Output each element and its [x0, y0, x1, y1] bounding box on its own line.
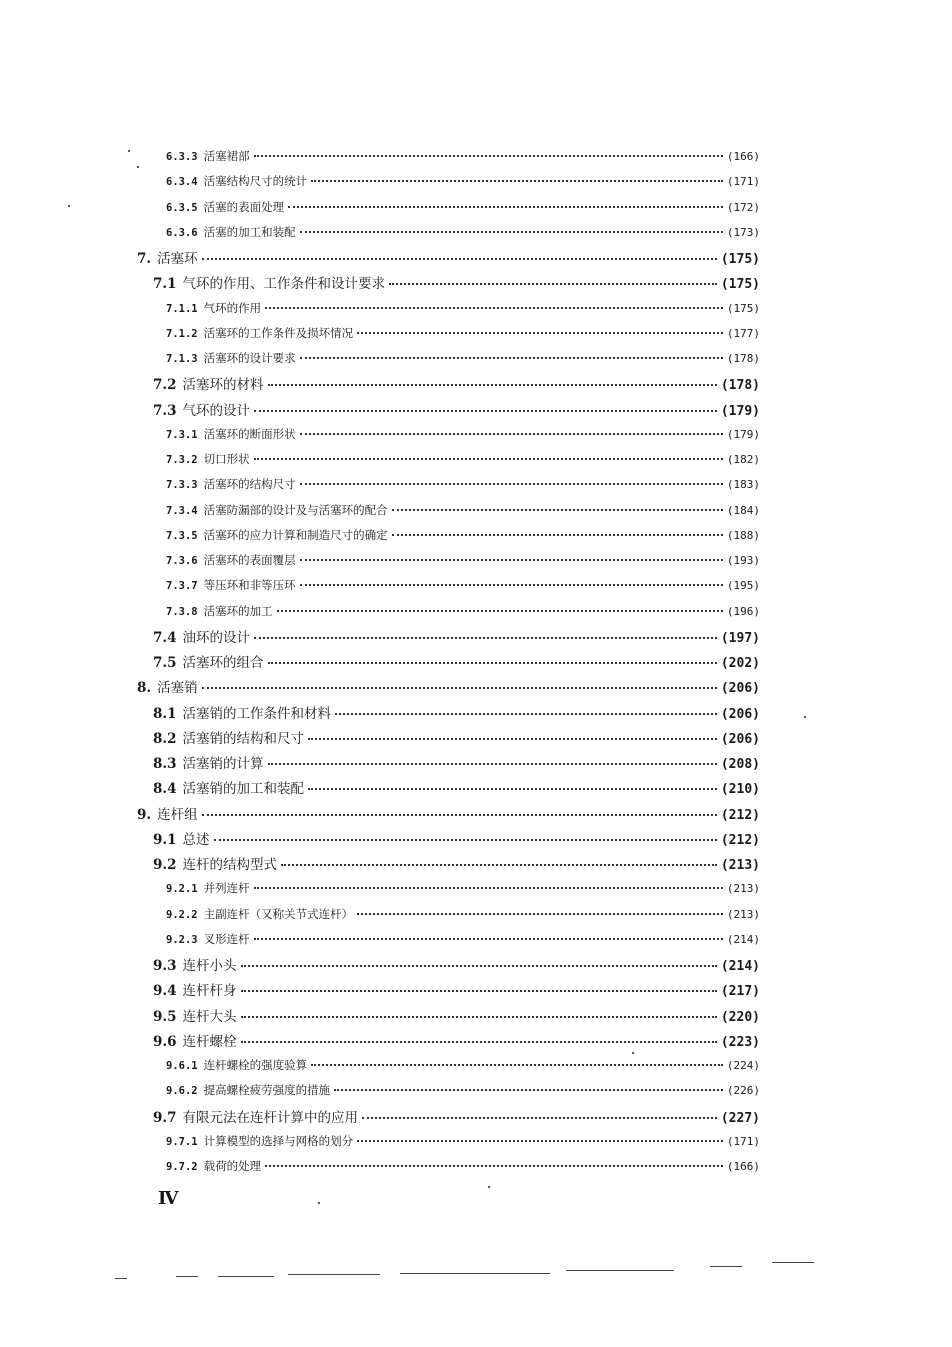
toc-entry-page: (178) — [726, 352, 760, 365]
toc-entry — [137, 247, 760, 267]
toc-entry-title: 活塞环的应力计算和制造尺寸的确定 — [203, 528, 388, 542]
dot-leader — [300, 558, 723, 561]
toc-entry-title: 活塞销的加工和装配 — [182, 781, 304, 797]
dot-leader — [300, 482, 723, 485]
toc-entry-number: 6.3.5 — [166, 202, 198, 214]
toc-entry-page: (175) — [720, 252, 760, 267]
toc-entry-number: 7.3.8 — [166, 606, 198, 618]
toc-entry-title: 活塞环的设计要求 — [203, 351, 296, 365]
toc-entry-title: 连杆螺栓 — [182, 1034, 237, 1050]
dot-leader — [392, 508, 723, 511]
toc-entry-title: 主副连杆（又称关节式连杆） — [203, 907, 354, 921]
toc-entry-number: 7.4 — [153, 630, 177, 646]
toc-entry-page: (213) — [726, 908, 760, 921]
toc-entry-title: 活塞裙部 — [203, 149, 250, 163]
toc-entry — [153, 399, 760, 419]
toc-entry-title: 活塞结构尺寸的统计 — [203, 174, 308, 188]
toc-entry — [153, 702, 760, 722]
toc-entry — [166, 173, 760, 189]
toc-entry-title: 连杆小头 — [182, 958, 237, 974]
toc-entry-number: 7.3 — [153, 403, 177, 419]
toc-entry-title: 活塞环的断面形状 — [203, 427, 296, 441]
toc-entry-number: 6.3.3 — [166, 151, 198, 163]
toc-entry-title: 气环的作用、工作条件和设计要求 — [182, 276, 385, 292]
dot-leader — [300, 432, 723, 435]
toc-entry-page: (166) — [726, 150, 760, 163]
dot-leader — [241, 964, 717, 967]
dot-leader — [308, 787, 717, 790]
toc-entry-title: 活塞的加工和装配 — [203, 225, 296, 239]
toc-entry-page: (206) — [720, 681, 760, 696]
toc-entry-page: (217) — [720, 984, 760, 999]
dot-leader — [300, 230, 723, 233]
toc-entry — [153, 272, 760, 292]
dot-leader — [254, 409, 717, 412]
toc-entry — [166, 199, 760, 215]
toc-entry — [166, 148, 760, 164]
toc-entry-page: (227) — [720, 1111, 760, 1126]
toc-entry-number: 9. — [137, 807, 152, 823]
toc-entry — [166, 224, 760, 240]
toc-entry-page: (173) — [726, 226, 760, 239]
dot-leader — [265, 1164, 723, 1167]
toc-entry-page: (177) — [726, 327, 760, 340]
toc-entry — [153, 954, 760, 974]
toc-entry — [166, 1133, 760, 1149]
toc-entry-page: (182) — [726, 453, 760, 466]
toc-entry-number: 7. — [137, 251, 152, 267]
toc-entry-title: 活塞环的表面覆层 — [203, 553, 296, 567]
toc-entry — [166, 502, 760, 518]
toc-entry — [153, 1030, 760, 1050]
toc-entry-page: (172) — [726, 201, 760, 214]
toc-entry-page: (220) — [720, 1010, 760, 1025]
toc-entry-title: 活塞销 — [157, 680, 198, 696]
toc-entry-page: (214) — [720, 959, 760, 974]
dot-leader — [241, 1015, 717, 1018]
toc-entry-number: 9.7.2 — [166, 1161, 198, 1173]
toc-entry — [166, 577, 760, 593]
toc-entry — [166, 880, 760, 896]
toc-entry-number: 8. — [137, 680, 152, 696]
toc-entry-number: 9.7 — [153, 1110, 177, 1126]
toc-entry — [166, 931, 760, 947]
dot-leader — [265, 306, 723, 309]
dot-leader — [277, 609, 723, 612]
dot-leader — [254, 886, 723, 889]
dot-leader — [241, 1040, 717, 1043]
toc-entry-number: 7.3.3 — [166, 479, 198, 491]
toc-entry-title: 活塞防漏部的设计及与活塞环的配合 — [203, 503, 388, 517]
dot-leader — [268, 762, 717, 765]
toc-entry-page: (210) — [720, 782, 760, 797]
dot-leader — [308, 737, 717, 740]
toc-entry-number: 7.3.4 — [166, 505, 198, 517]
toc-entry-title: 活塞环的工作条件及损坏情况 — [203, 326, 354, 340]
toc-entry-page: (166) — [726, 1160, 760, 1173]
dot-leader — [300, 583, 723, 586]
toc-entry-page: (171) — [726, 1135, 760, 1148]
toc-entry-page: (171) — [726, 175, 760, 188]
dot-leader — [357, 331, 723, 334]
toc-entry — [153, 752, 760, 772]
toc-entry-number: 9.5 — [153, 1009, 177, 1025]
toc-entry-page: (183) — [726, 478, 760, 491]
toc-entry-title: 总述 — [182, 832, 210, 848]
toc-entry-title: 活塞销的计算 — [182, 756, 264, 772]
toc-entry-title: 活塞环的结构尺寸 — [203, 477, 296, 491]
toc-entry — [166, 1158, 760, 1174]
toc-entry-number: 7.5 — [153, 655, 177, 671]
toc-entry-page: (213) — [726, 882, 760, 895]
toc-entry-title: 连杆组 — [157, 807, 198, 823]
toc-entry-number: 9.4 — [153, 983, 177, 999]
toc-entry-number: 7.3.2 — [166, 454, 198, 466]
toc-entry — [166, 1082, 760, 1098]
toc-entry-page: (212) — [720, 833, 760, 848]
toc-entry-title: 连杆大头 — [182, 1009, 237, 1025]
toc-entry-number: 8.2 — [153, 731, 177, 747]
dot-leader — [357, 1139, 723, 1142]
toc-entry-number: 8.1 — [153, 706, 177, 722]
dot-leader — [334, 1088, 723, 1091]
toc-entry — [153, 373, 760, 393]
toc-entry-title: 活塞环的加工 — [203, 604, 273, 618]
toc-entry-page: (213) — [720, 858, 760, 873]
toc-entry-number: 9.2.2 — [166, 909, 198, 921]
dot-leader — [254, 457, 723, 460]
toc-entry-number: 9.6 — [153, 1034, 177, 1050]
dot-leader — [362, 1116, 717, 1119]
toc-entry — [153, 777, 760, 797]
toc-entry — [153, 979, 760, 999]
toc-entry-page: (206) — [720, 732, 760, 747]
toc-entry-number: 9.7.1 — [166, 1136, 198, 1148]
toc-entry-number: 9.1 — [153, 832, 177, 848]
toc-entry-number: 9.2 — [153, 857, 177, 873]
toc-entry-title: 叉形连杆 — [203, 932, 250, 946]
toc-entry — [166, 350, 760, 366]
toc-entry-number: 8.4 — [153, 781, 177, 797]
toc-entry-title: 活塞环的材料 — [182, 377, 264, 393]
dot-leader — [268, 383, 717, 386]
toc-entry — [166, 476, 760, 492]
toc-entry-title: 油环的设计 — [182, 630, 250, 646]
toc-entry — [166, 603, 760, 619]
toc-entry-number: 9.2.3 — [166, 934, 198, 946]
toc-entry-page: (212) — [720, 808, 760, 823]
toc-entry-page: (178) — [720, 378, 760, 393]
toc-entry-number: 7.3.1 — [166, 429, 198, 441]
toc-entry-title: 活塞环 — [157, 251, 198, 267]
dot-leader — [357, 912, 723, 915]
toc-entry — [153, 727, 760, 747]
toc-entry — [153, 1106, 760, 1126]
toc-entry-number: 9.3 — [153, 958, 177, 974]
toc-entry-page: (206) — [720, 707, 760, 722]
dot-leader — [288, 205, 723, 208]
toc-entry-number: 7.2 — [153, 377, 177, 393]
toc-entry — [166, 451, 760, 467]
toc-entry-title: 等压环和非等压环 — [203, 578, 296, 592]
dot-leader — [202, 257, 717, 260]
dot-leader — [214, 838, 717, 841]
toc-entry-page: (226) — [726, 1084, 760, 1097]
toc-entry-number: 9.6.2 — [166, 1085, 198, 1097]
toc-entry-number: 7.1.2 — [166, 328, 198, 340]
toc-entry-title: 连杆杆身 — [182, 983, 237, 999]
toc-entry-number: 7.3.7 — [166, 580, 198, 592]
dot-leader — [300, 356, 723, 359]
toc-entry — [153, 853, 760, 873]
toc-entry-title: 连杆螺栓的强度验算 — [203, 1058, 308, 1072]
toc-entry-number: 7.1.1 — [166, 303, 198, 315]
toc-entry-page: (214) — [726, 933, 760, 946]
toc-entry — [153, 1005, 760, 1025]
toc-entry-page: (175) — [720, 277, 760, 292]
toc-entry-page: (179) — [720, 404, 760, 419]
toc-entry-number: 9.2.1 — [166, 883, 198, 895]
toc-entry-title: 气环的作用 — [203, 301, 262, 315]
dot-leader — [202, 686, 717, 689]
dot-leader — [281, 863, 717, 866]
toc-entry — [166, 300, 760, 316]
toc-entry-page: (196) — [726, 605, 760, 618]
toc-entry — [166, 1057, 760, 1073]
toc-entry — [137, 803, 760, 823]
toc-entry — [153, 626, 760, 646]
toc-entry — [166, 906, 760, 922]
toc-entry-title: 载荷的处理 — [203, 1159, 262, 1173]
toc-entry-number: 6.3.4 — [166, 176, 198, 188]
toc-entry-page: (193) — [726, 554, 760, 567]
toc-entry-page: (188) — [726, 529, 760, 542]
toc-entry — [153, 828, 760, 848]
dot-leader — [311, 1063, 723, 1066]
toc-entry-title: 并列连杆 — [203, 881, 250, 895]
dot-leader — [254, 937, 723, 940]
dot-leader — [389, 282, 717, 285]
toc-entry-number: 7.3.5 — [166, 530, 198, 542]
toc-entry — [153, 651, 760, 671]
page-number-roman: Ⅳ — [158, 1188, 178, 1209]
toc-entry-page: (202) — [720, 656, 760, 671]
toc-entry-title: 活塞环的组合 — [182, 655, 264, 671]
toc-entry-page: (184) — [726, 504, 760, 517]
dot-leader — [335, 712, 717, 715]
toc-entry-title: 有限元法在连杆计算中的应用 — [182, 1110, 358, 1126]
toc-entry-page: (208) — [720, 757, 760, 772]
toc-entry-title: 提高螺栓疲劳强度的措施 — [203, 1083, 331, 1097]
toc-entry-title: 活塞的表面处理 — [203, 200, 285, 214]
toc-entry-page: (197) — [720, 631, 760, 646]
toc-entry — [166, 325, 760, 341]
toc-entry-number: 7.1 — [153, 276, 177, 292]
toc-entry-title: 活塞销的工作条件和材料 — [182, 706, 331, 722]
dot-leader — [392, 533, 723, 536]
toc-entry-page: (175) — [726, 302, 760, 315]
dot-leader — [241, 989, 717, 992]
toc-entry-page: (223) — [720, 1035, 760, 1050]
dot-leader — [254, 154, 723, 157]
toc-entry — [137, 676, 760, 696]
toc-entry-number: 7.3.6 — [166, 555, 198, 567]
toc-entry-page: (224) — [726, 1059, 760, 1072]
toc-entry-page: (179) — [726, 428, 760, 441]
dot-leader — [311, 179, 723, 182]
toc-entry-title: 气环的设计 — [182, 403, 250, 419]
toc-entry-title: 连杆的结构型式 — [182, 857, 277, 873]
toc-entry — [166, 527, 760, 543]
dot-leader — [254, 636, 717, 639]
toc-entry-number: 8.3 — [153, 756, 177, 772]
toc-entry-number: 7.1.3 — [166, 353, 198, 365]
toc-entry-title: 计算模型的选择与网格的划分 — [203, 1134, 354, 1148]
toc-entry — [166, 552, 760, 568]
toc-entry-number: 9.6.1 — [166, 1060, 198, 1072]
toc-entry-title: 活塞销的结构和尺寸 — [182, 731, 304, 747]
toc-entry-title: 切口形状 — [203, 452, 250, 466]
dot-leader — [202, 813, 717, 816]
toc-entry — [166, 426, 760, 442]
dot-leader — [268, 661, 717, 664]
toc-entry-page: (195) — [726, 579, 760, 592]
toc-entry-number: 6.3.6 — [166, 227, 198, 239]
